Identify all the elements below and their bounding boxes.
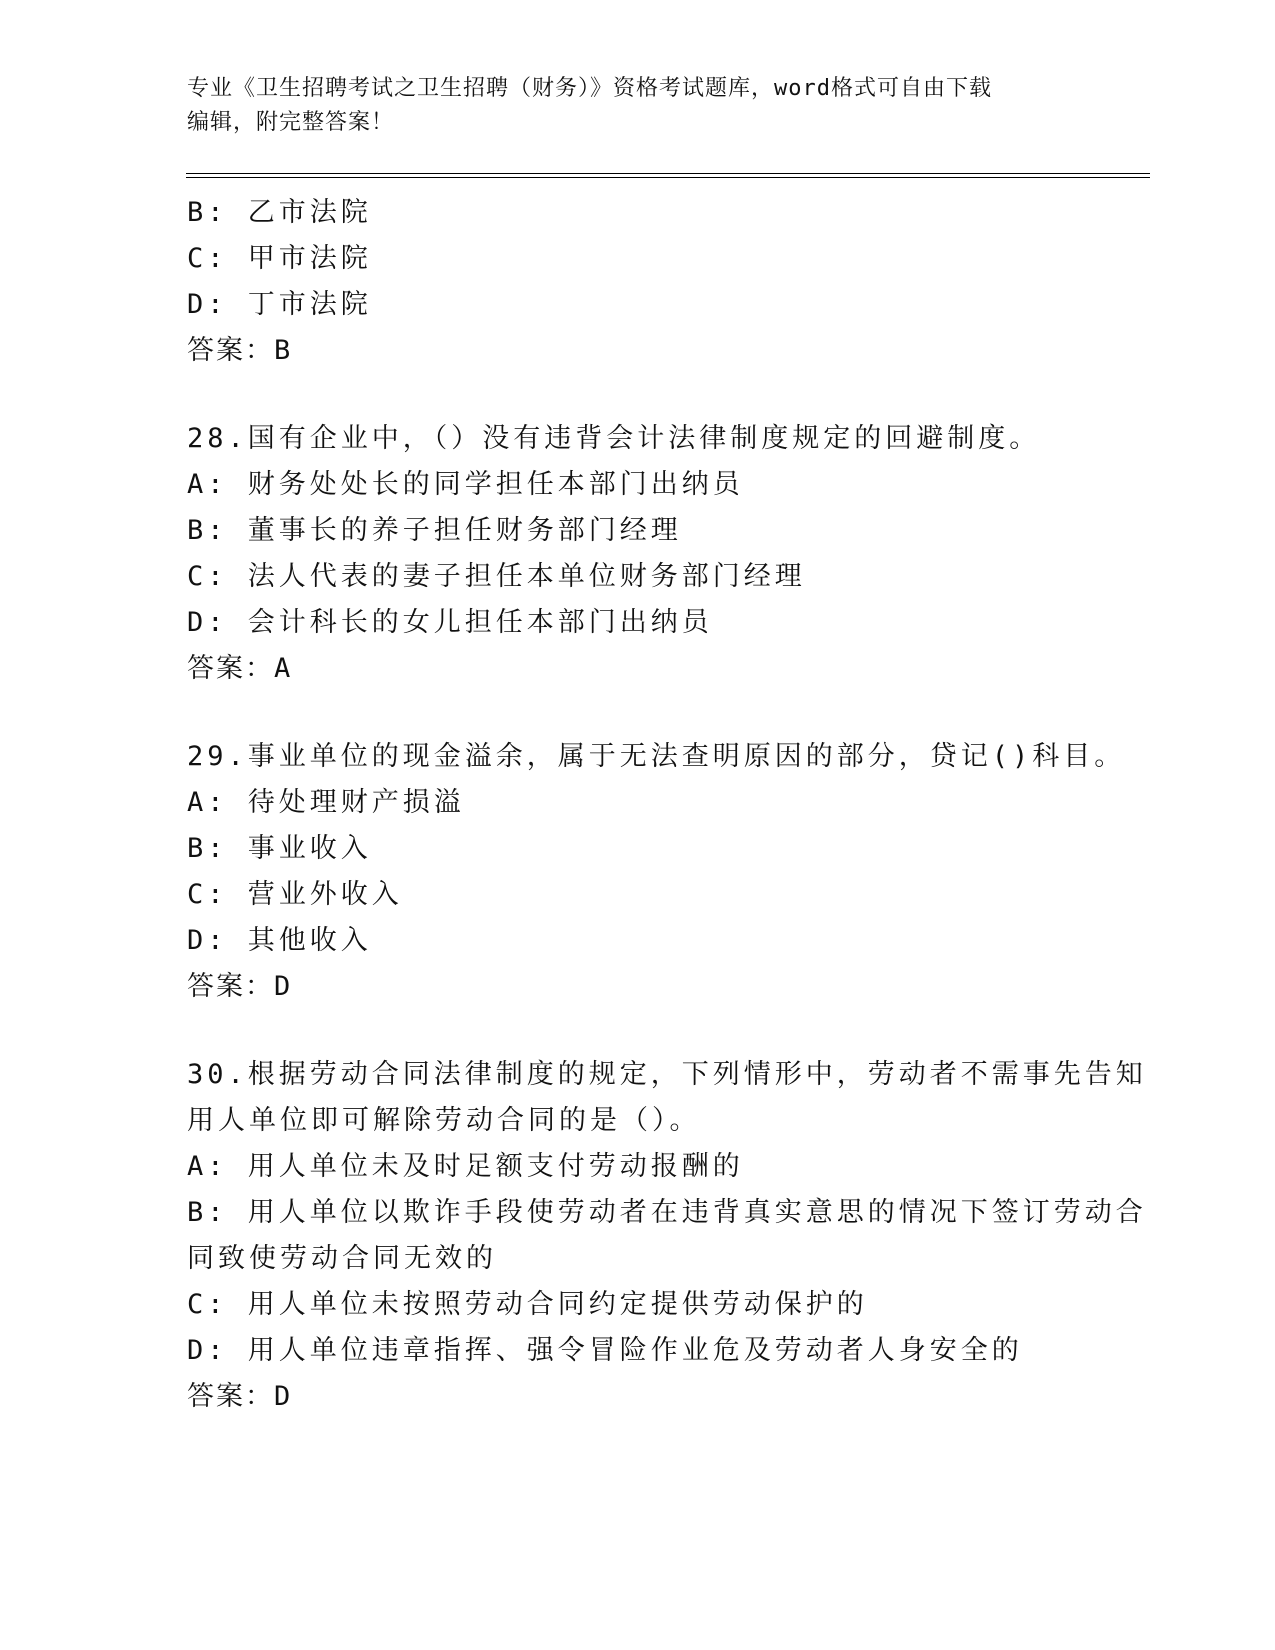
option-d: D: 用人单位违章指挥、强令冒险作业危及劳动者人身安全的 bbox=[187, 1335, 1023, 1366]
question-30 bbox=[187, 1052, 1147, 1420]
option-d: D: 其他收入 bbox=[187, 925, 372, 956]
option-c: C: 营业外收入 bbox=[187, 879, 403, 910]
question-29 bbox=[187, 734, 1126, 1010]
option-b-line-1: B: 用人单位以欺诈手段使劳动者在违背真实意思的情况下签订劳动合 bbox=[187, 1197, 1147, 1228]
answer-value: D bbox=[274, 1381, 293, 1412]
option-a: A: 待处理财产损溢 bbox=[187, 787, 465, 818]
answer-value: B bbox=[274, 335, 293, 366]
answer-label: 答案： bbox=[187, 971, 274, 1002]
option-c: C: 甲市法院 bbox=[187, 243, 372, 274]
question-stem: 28.国有企业中，（）没有违背会计法律制度规定的回避制度。 bbox=[187, 423, 1041, 454]
answer-label: 答案： bbox=[187, 653, 274, 684]
answer-value: D bbox=[274, 971, 293, 1002]
option-b: B: 事业收入 bbox=[187, 833, 372, 864]
answer-label: 答案： bbox=[187, 335, 274, 366]
option-b: B: 乙市法院 bbox=[187, 197, 372, 228]
question-stem-line-1: 30.根据劳动合同法律制度的规定，下列情形中，劳动者不需事先告知 bbox=[187, 1059, 1147, 1090]
option-c: C: 法人代表的妻子担任本单位财务部门经理 bbox=[187, 561, 806, 592]
question-stem: 29.事业单位的现金溢余，属于无法查明原因的部分，贷记()科目。 bbox=[187, 741, 1126, 772]
option-b-line-2: 同致使劳动合同无效的 bbox=[187, 1243, 497, 1274]
document-header bbox=[187, 72, 1087, 140]
header-line-1: 专业《卫生招聘考试之卫生招聘（财务）》资格考试题库，word格式可自由下载 bbox=[187, 76, 992, 101]
answer-line bbox=[187, 646, 1087, 692]
option-b: B: 董事长的养子担任财务部门经理 bbox=[187, 515, 682, 546]
answer-label: 答案： bbox=[187, 1381, 274, 1412]
header-line-2: 编辑，附完整答案！ bbox=[187, 110, 395, 135]
answer-line bbox=[187, 964, 1087, 1010]
answer-line bbox=[187, 1374, 1087, 1420]
header-rule-top bbox=[186, 173, 1150, 174]
question-27-tail bbox=[187, 190, 1087, 374]
question-list bbox=[187, 190, 1147, 1420]
answer-line bbox=[187, 328, 1087, 374]
option-d: D: 丁市法院 bbox=[187, 289, 372, 320]
option-a: A: 用人单位未及时足额支付劳动报酬的 bbox=[187, 1151, 744, 1182]
option-a: A: 财务处处长的同学担任本部门出纳员 bbox=[187, 469, 744, 500]
header-rule-bottom bbox=[186, 177, 1150, 178]
option-d: D: 会计科长的女儿担任本部门出纳员 bbox=[187, 607, 713, 638]
question-28 bbox=[187, 416, 1087, 692]
answer-value: A bbox=[274, 653, 293, 684]
question-stem-line-2: 用人单位即可解除劳动合同的是（）。 bbox=[187, 1105, 701, 1136]
option-c: C: 用人单位未按照劳动合同约定提供劳动保护的 bbox=[187, 1289, 868, 1320]
